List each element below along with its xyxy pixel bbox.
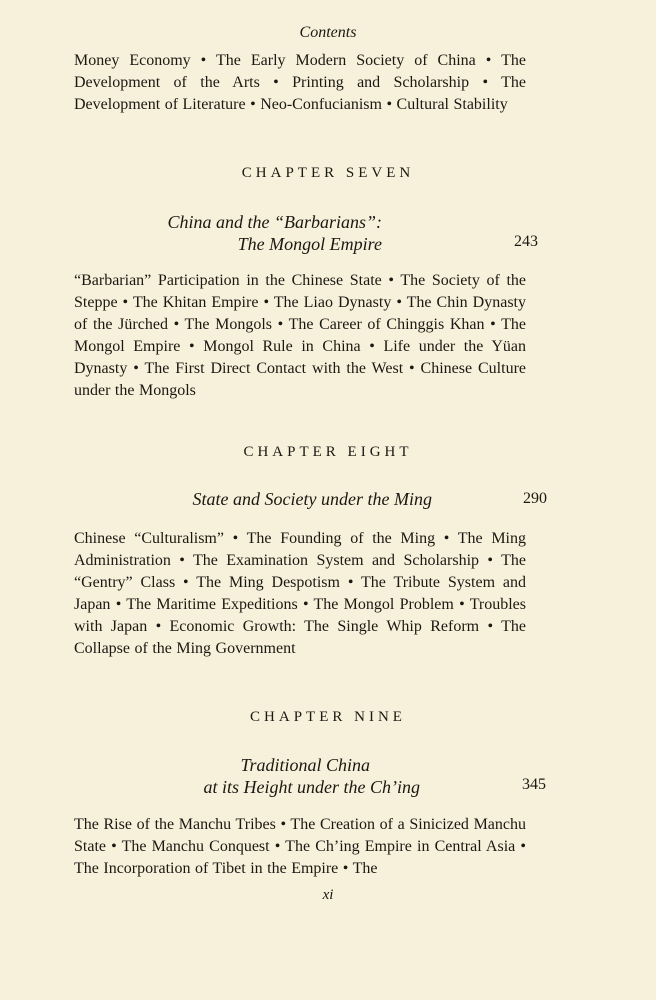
chapter-nine-heading: CHAPTER NINE — [250, 709, 406, 725]
chapter-seven-heading: CHAPTER SEVEN — [241, 165, 415, 181]
running-head: Contents — [299, 24, 357, 41]
chapter-nine-title-line2: at its Height under the Ch’ing — [203, 777, 420, 797]
chapter-seven-summary: “Barbarian” Participation in the Chinese State • The Society of the Steppe • The Khitan Empire • The Liao Dynasty • The Chin Dynasty of the Jürched • The Mongols • The Career of Chinggis Khan • The Mongol Empire • Mongol Rule in China • Life under the Yüan Dynasty • The First Direct Contact with the West • Chinese Culture under the Mongols — [74, 272, 526, 399]
page-folio: xi — [322, 887, 334, 903]
intro-paragraph: Money Economy • The Early Modern Society of China • The Development of the Arts • Printing and Scholarship • The Development of Literature • Neo-Confucianism • Cultural Stability — [74, 52, 526, 113]
chapter-eight-title: State and Society under the Ming — [192, 489, 432, 509]
chapter-seven-title-line2: The Mongol Empire — [237, 234, 382, 254]
chapter-seven-title-line1: China and the “Barbarians”: — [167, 212, 382, 232]
chapter-eight-heading: CHAPTER EIGHT — [243, 444, 413, 460]
chapter-eight-summary: Chinese “Culturalism” • The Founding of the Ming • The Ming Administration • The Examination System and Scholarship • The “Gentry” Class • The Ming Despotism • The Tribute System and Japan • The Maritime Expeditions • The Mongol Problem • Troubles with Japan • Economic Growth: The Single Whip Reform • The Collapse of the Ming Government — [74, 530, 526, 657]
chapter-nine-page-number: 345 — [522, 776, 546, 793]
chapter-seven-page-number: 243 — [514, 233, 538, 250]
chapter-eight-page-number: 290 — [523, 490, 547, 507]
chapter-nine-title-line1: Traditional China — [240, 755, 370, 775]
chapter-nine-summary: The Rise of the Manchu Tribes • The Creation of a Sinicized Manchu State • The Manchu Conquest • The Ch’ing Empire in Central Asia • The Incorporation of Tibet in the Empire • The — [74, 816, 526, 877]
